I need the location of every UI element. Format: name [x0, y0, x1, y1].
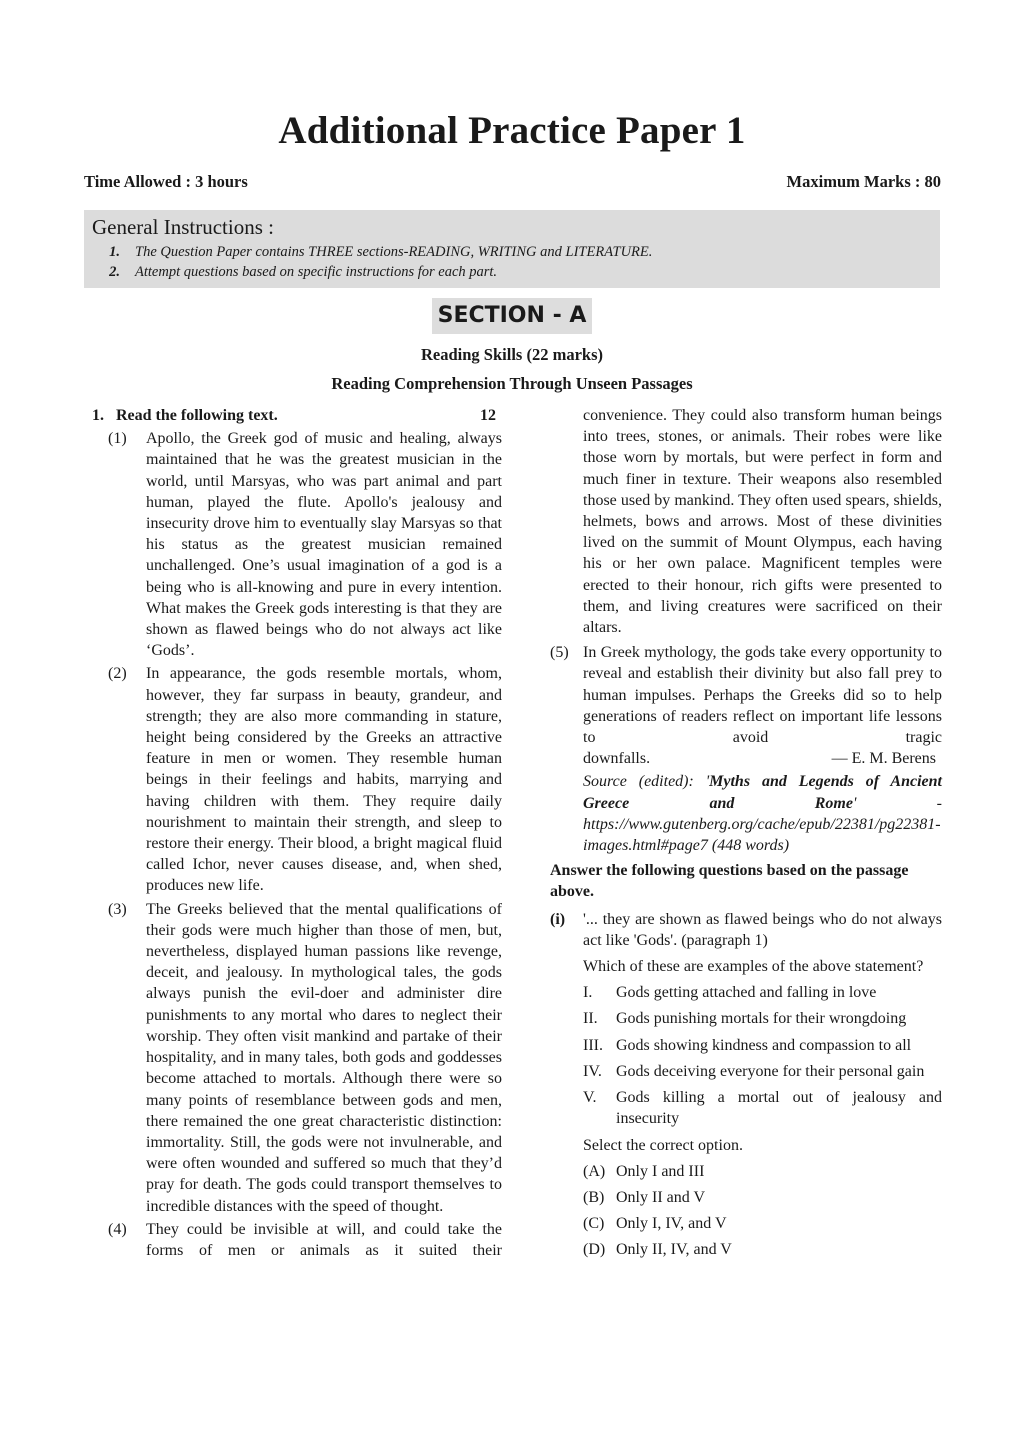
- section-label: SECTION - A: [432, 298, 592, 334]
- question-number: 1.: [92, 407, 104, 424]
- paragraph-number: (3): [108, 900, 127, 918]
- paragraph-number: (1): [108, 430, 127, 448]
- paragraph-text: The Greeks believed that the mental qualifications of their gods were much higher than those of men, but, nevertheless, displayed human passions like revenge, deceit, and jealousy. In mythological tales, the gods always punish the evil-doer and administer dire punishments to any mortal who dares to neglect their worship. They often visit mankind and partake of their hospitality, and in many tales, both gods and goddesses become attached to mortals. Although there were so many points of resemblance between gods and men, there remained the one great characteristic distinction: immortality. Still, the gods were not invulnerable, and were often wounded and suffered so much that they’d pray for death. The gods could transport themselves to incredible distances with the speed of thought.: [146, 900, 502, 1215]
- passage-paragraph: [92, 1219, 502, 1261]
- instruction-number: 1.: [109, 244, 120, 260]
- instruction-item: [92, 242, 932, 262]
- sub-question: [550, 909, 942, 1261]
- source-title: Myths and Legends of Ancient Greece and Rome: [583, 773, 942, 812]
- sub-question-number: (i): [550, 910, 566, 928]
- answer-option[interactable]: [583, 1213, 942, 1234]
- left-column: [92, 405, 502, 1261]
- paragraph-number: (4): [108, 1220, 127, 1238]
- statement-text: Gods getting attached and falling in love: [616, 984, 877, 1002]
- instruction-item: [92, 262, 932, 282]
- answer-option[interactable]: [583, 1161, 942, 1182]
- general-instructions-title: General Instructions :: [92, 215, 274, 239]
- statement-text: Gods showing kindness and compassion to all: [616, 1036, 912, 1054]
- select-prompt: Select the correct option.: [583, 1136, 743, 1154]
- statement-number: V.: [583, 1089, 597, 1107]
- passage-source: [550, 771, 942, 856]
- option-label: (B): [583, 1188, 605, 1206]
- option-text: Only II, IV, and V: [616, 1241, 732, 1259]
- paragraph-last-word: downfalls.: [583, 750, 651, 768]
- instruction-text: The Question Paper contains THREE sections-READING, WRITING and LITERATURE.: [135, 244, 653, 260]
- option-text: Only I, IV, and V: [616, 1215, 727, 1233]
- statement-number: III.: [583, 1036, 603, 1054]
- paragraph-text-block: [583, 642, 942, 769]
- statement-item: [583, 1087, 942, 1129]
- paragraph-text: They could be invisible at will, and could take the forms of men or animals as it suited their: [146, 1220, 502, 1259]
- option-text: Only II and V: [616, 1188, 706, 1206]
- answer-option[interactable]: [583, 1187, 942, 1208]
- instruction-number: 2.: [109, 264, 120, 280]
- statement-number: IV.: [583, 1062, 602, 1080]
- paragraph-text: Apollo, the Greek god of music and healing, always maintained that he was the greatest musician in the world, until Marsyas, who was part animal and part human, played the flute. Apollo's jealousy and insecurity drove him to eventually slay Marsyas so that his status as the greatest musician remained unchallenged. One’s usual imagination of a god is a being who is all-knowing and pure in every intention. What makes the Greek gods interesting is that they are shown as flawed beings who do not always act like ‘Gods’.: [146, 430, 502, 660]
- option-label: (C): [583, 1215, 605, 1233]
- statement-item: [583, 982, 942, 1003]
- statement-number: I.: [583, 984, 593, 1002]
- answer-instruction: Answer the following questions based on the passage above.: [550, 862, 909, 901]
- paper-title: Additional Practice Paper 1: [278, 109, 746, 152]
- passage-paragraph: [92, 428, 502, 661]
- paragraph-text: In appearance, the gods resemble mortals, whom, however, they far surpass in beauty, grandeur, and strength; they are also more commanding in stature, height being considered by the Greeks an attractive feature in men or women. They resemble human beings in their feelings and habits, marrying and having children with them. They require daily nourishment to maintain their strength, and sleep to restore their energy. Their blood, a bright magical fluid called Ichor, never causes disease, and, when shed, produces new life.: [146, 665, 502, 895]
- maximum-marks: Maximum Marks : 80: [786, 172, 941, 191]
- statement-item: [583, 1061, 942, 1082]
- passage-paragraph: [92, 663, 502, 896]
- author-row: [583, 748, 942, 769]
- statement-number: II.: [583, 1010, 598, 1028]
- question-header: [92, 405, 502, 426]
- paragraph-number: (2): [108, 665, 127, 683]
- sub-question-body: [583, 909, 942, 1261]
- statement-item: [583, 1035, 942, 1056]
- paragraph-number: (5): [550, 644, 569, 662]
- sub-question-quote: '... they are shown as flawed beings who do not always act like 'Gods'. (paragraph 1): [583, 910, 942, 949]
- time-allowed: Time Allowed : 3 hours: [84, 172, 248, 191]
- passage-paragraph: [550, 642, 942, 769]
- passage-author: — E. M. Berens: [831, 750, 936, 768]
- section-subtitle: Reading Skills (22 marks): [421, 345, 603, 364]
- option-label: (A): [583, 1162, 606, 1180]
- statement-item: [583, 1008, 942, 1029]
- paragraph-text: In Greek mythology, the gods take every opportunity to reveal and establish their divinity but also fall prey to human impulses. Perhaps the Greeks did so to help generations of readers reflect on important life lessons to avoid tragic: [583, 644, 942, 747]
- statement-text: Gods punishing mortals for their wrongdoing: [616, 1010, 907, 1028]
- option-label: (D): [583, 1241, 606, 1259]
- sub-question-prompt: Which of these are examples of the above statement?: [583, 958, 924, 976]
- section-subtitle-2: Reading Comprehension Through Unseen Passages: [331, 374, 693, 393]
- general-instructions-box: [84, 210, 940, 288]
- paper-meta-row: [84, 172, 941, 192]
- source-prefix: Source (edited): ': [583, 773, 710, 791]
- right-column: [550, 405, 942, 1261]
- source-url: ' - https://www.gutenberg.org/cache/epub/22381/pg22381-images.html#page7 (448 words): [583, 794, 942, 855]
- answer-option[interactable]: [583, 1239, 942, 1260]
- option-text: Only I and III: [616, 1162, 705, 1180]
- statement-text: Gods killing a mortal out of jealousy and insecurity: [616, 1089, 942, 1128]
- passage-paragraph: [92, 899, 502, 1217]
- question-instruction: Read the following text.: [116, 407, 278, 424]
- instruction-text: Attempt questions based on specific instructions for each part.: [135, 264, 498, 280]
- statement-text: Gods deceiving everyone for their personal gain: [616, 1062, 925, 1080]
- question-marks: 12: [480, 407, 496, 424]
- paragraph-continuation: convenience. They could also transform human beings into trees, stones, or animals. Their robes were like those worn by mortals, but were perfect in form and much finer in texture. Their weapons also resembled those used by mankind. They often used spears, shields, helmets, bows and arrows. Most of these divinities lived on the summit of Mount Olympus, each having his or her own palace. Magnificent temples were erected to their honour, rich gifts were presented to them, and living creatures were sacrificed on their altars.: [583, 407, 942, 637]
